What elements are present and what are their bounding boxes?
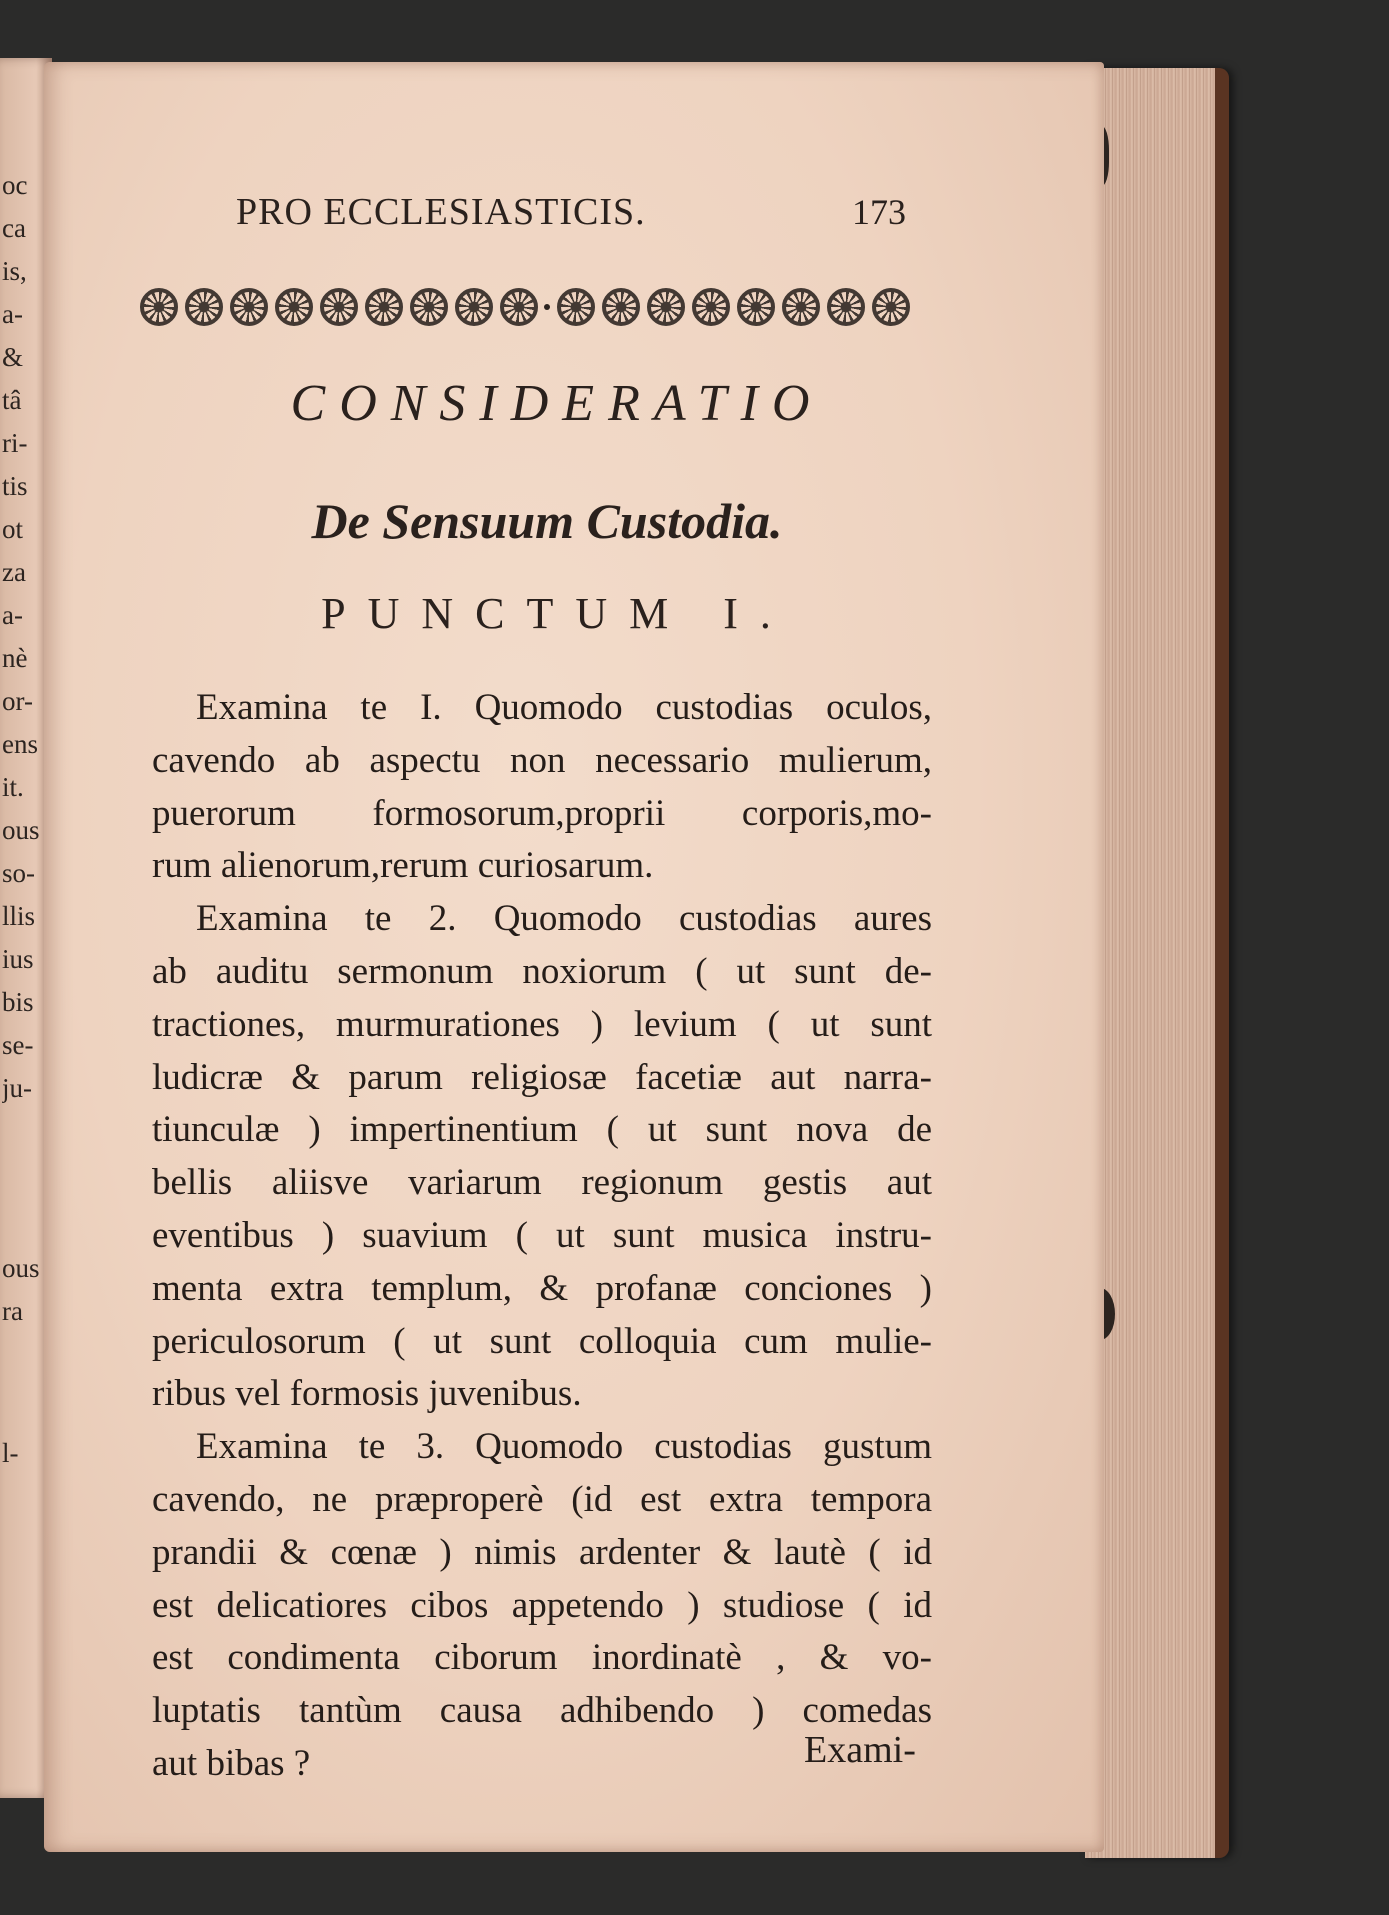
rosette-ornament-icon: [827, 288, 865, 326]
facing-page-fragment: a-: [2, 600, 23, 630]
rosette-ornament-icon: [230, 288, 268, 326]
text-line: cavendo ab aspectu non necessario mulierum,: [152, 739, 932, 781]
text-line: ribus vel formosis juvenibus.: [152, 1373, 582, 1415]
text-line: tiunculæ ) impertinentium ( ut sunt nova de: [152, 1109, 932, 1151]
text-line: cavendo, ne præproperè (id est extra tempora: [152, 1478, 932, 1520]
chapter-title: CONSIDERATIO: [290, 375, 824, 432]
text-line: est condimenta ciborum inordinatè , & vo-: [152, 1637, 932, 1679]
text-line: rum alienorum,rerum curiosarum.: [152, 845, 654, 887]
ornament-dot: [544, 304, 550, 310]
rosette-ornament-icon: [365, 288, 403, 326]
page-number: 173: [852, 192, 906, 232]
text-line: menta extra templum, & profanæ conciones ): [152, 1267, 932, 1309]
facing-page-fragment: se-: [2, 1030, 34, 1060]
ornament-border: [140, 284, 910, 330]
page-block-edges: [1085, 68, 1229, 1858]
running-head: [236, 190, 916, 234]
facing-page-fragment: tâ: [2, 385, 22, 415]
rosette-ornament-icon: [647, 288, 685, 326]
facing-page-fragment: l-: [2, 1438, 19, 1468]
text-line: est delicatiores cibos appetendo ) studiose ( id: [152, 1584, 932, 1626]
text-line: Examina te 2. Quomodo custodias aures: [196, 898, 932, 940]
facing-page-fragment: oc: [2, 170, 28, 200]
rosette-ornament-icon: [782, 288, 820, 326]
rosette-ornament-icon: [185, 288, 223, 326]
text-line: prandii & cœnæ ) nimis ardenter & lautè ( id: [152, 1531, 932, 1573]
facing-page-fragment: ous: [2, 1253, 40, 1283]
facing-page-fragment: ca: [2, 213, 26, 243]
rosette-ornament-icon: [602, 288, 640, 326]
rosette-ornament-icon: [557, 288, 595, 326]
facing-page-fragment: za: [2, 557, 26, 587]
text-line: bellis aliisve variarum regionum gestis aut: [152, 1162, 932, 1204]
facing-page-fragment: ju-: [2, 1073, 32, 1103]
text-line: Examina te I. Quomodo custodias oculos,: [196, 687, 932, 728]
facing-page-fragment: a-: [2, 299, 23, 329]
facing-page-fragment: tis: [2, 471, 28, 501]
text-line: ludicræ & parum religiosæ facetiæ aut narra-: [152, 1056, 932, 1098]
catchword: Exami-: [804, 1729, 916, 1771]
running-title: PRO ECCLESIASTICIS.: [236, 191, 646, 233]
rosette-ornament-icon: [737, 288, 775, 326]
facing-page-fragment: llis: [2, 901, 36, 931]
text-line: puerorum formosorum,proprii corporis,mo-: [152, 792, 932, 834]
facing-page-fragment: it.: [2, 772, 24, 802]
facing-page-fragment: ous: [2, 815, 40, 845]
facing-page-fragment: ra: [2, 1296, 23, 1326]
facing-page-fragment: nè: [2, 643, 28, 673]
facing-page-fragment: ot: [2, 514, 24, 544]
rosette-ornament-icon: [410, 288, 448, 326]
text-line: luptatis tantùm causa adhibendo ) comedas: [152, 1690, 932, 1732]
text-line: tractiones, murmurationes ) levium ( ut sunt: [152, 1003, 932, 1045]
facing-page-fragment: ri-: [2, 428, 28, 458]
body-text: [152, 682, 932, 1791]
facing-page-fragment: ius: [2, 944, 34, 974]
facing-page-fragment: is,: [2, 256, 27, 286]
text-line: Examina te 3. Quomodo custodias gustum: [196, 1426, 932, 1468]
chapter-subtitle: De Sensuum Custodia.: [311, 493, 783, 549]
facing-page-fragment: ens: [2, 729, 38, 759]
facing-page-fragment: &: [2, 342, 24, 372]
rosette-ornament-icon: [872, 288, 910, 326]
rosette-ornament-icon: [455, 288, 493, 326]
section-heading: PUNCTUM I.: [321, 589, 793, 638]
book-page: [44, 62, 1104, 1852]
rosette-ornament-icon: [320, 288, 358, 326]
text-line: ab auditu sermonum noxiorum ( ut sunt de-: [152, 950, 932, 992]
rosette-ornament-icon: [500, 288, 538, 326]
facing-page-fragment: so-: [2, 858, 35, 888]
rosette-ornament-icon: [692, 288, 730, 326]
text-line: periculosorum ( ut sunt colloquia cum mulie-: [152, 1320, 932, 1362]
text-line: eventibus ) suavium ( ut sunt musica instru-: [152, 1214, 932, 1256]
facing-page-fragment: or-: [2, 686, 33, 716]
rosette-ornament-icon: [140, 288, 178, 326]
text-line: aut bibas ?: [152, 1742, 311, 1784]
rosette-ornament-icon: [275, 288, 313, 326]
facing-page-fragment: bis: [2, 987, 34, 1017]
